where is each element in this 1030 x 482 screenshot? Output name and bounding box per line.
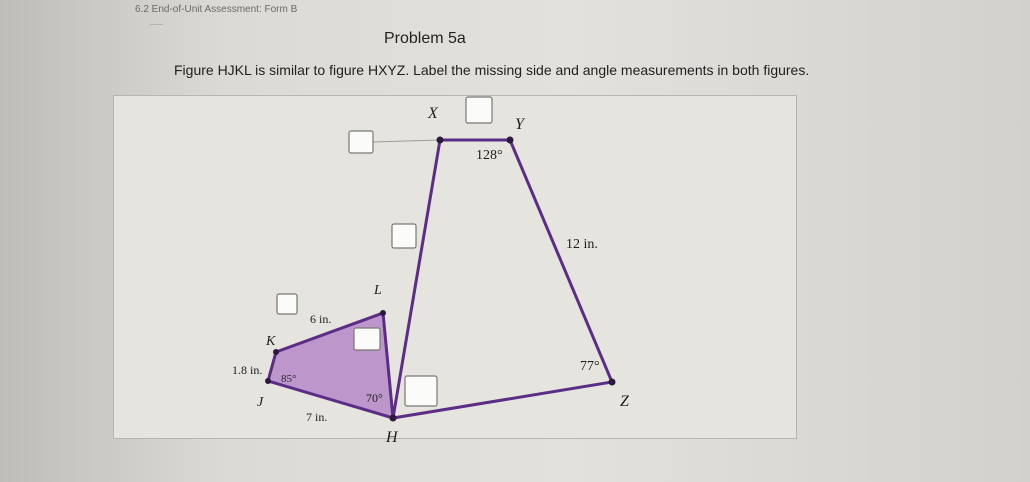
answer-box-l-angle[interactable] (354, 328, 380, 350)
vertex-dot-k (273, 349, 279, 355)
vertex-dot-y (507, 137, 514, 144)
vertex-label-y: Y (515, 116, 524, 133)
vertex-label-j: J (257, 395, 264, 410)
vertex-label-z: Z (620, 393, 629, 410)
side-jh-label: 7 in. (306, 410, 328, 424)
vertex-label-x: X (428, 105, 438, 122)
problem-title: Problem 5a (384, 30, 466, 47)
answer-box-x-angle[interactable] (349, 131, 373, 153)
angle-j-label: 85° (281, 373, 297, 385)
answer-box-hx-side[interactable] (392, 224, 416, 248)
x-guide-line (372, 140, 440, 142)
answer-box-hz-side[interactable] (405, 376, 437, 406)
vertex-dot-x (437, 137, 444, 144)
vertex-dot-l (380, 310, 386, 316)
angle-z-label: 77° (580, 359, 600, 374)
vertex-dot-j (265, 378, 271, 384)
vertex-dot-h (390, 415, 397, 422)
problem-prompt: Figure HJKL is similar to figure HXYZ. Label the missing side and angle measurements in both figures. (174, 62, 810, 78)
answer-box-xy-side[interactable] (466, 97, 492, 123)
angle-h-label: 70° (366, 391, 383, 405)
side-jk-label: 1.8 in. (232, 363, 263, 377)
vertex-label-l: L (374, 283, 382, 298)
vertex-label-h: H (386, 429, 398, 446)
vertex-dot-z (609, 379, 616, 386)
header-subtext-mark: ─── (150, 22, 163, 28)
angle-y-label: 128° (476, 148, 503, 163)
breadcrumb: 6.2 End-of-Unit Assessment: Form B (135, 4, 298, 15)
side-yz-label: 12 in. (566, 237, 598, 252)
vertex-label-k: K (266, 334, 276, 349)
answer-box-k-angle[interactable] (277, 294, 297, 314)
side-kl-label: 6 in. (310, 312, 332, 326)
